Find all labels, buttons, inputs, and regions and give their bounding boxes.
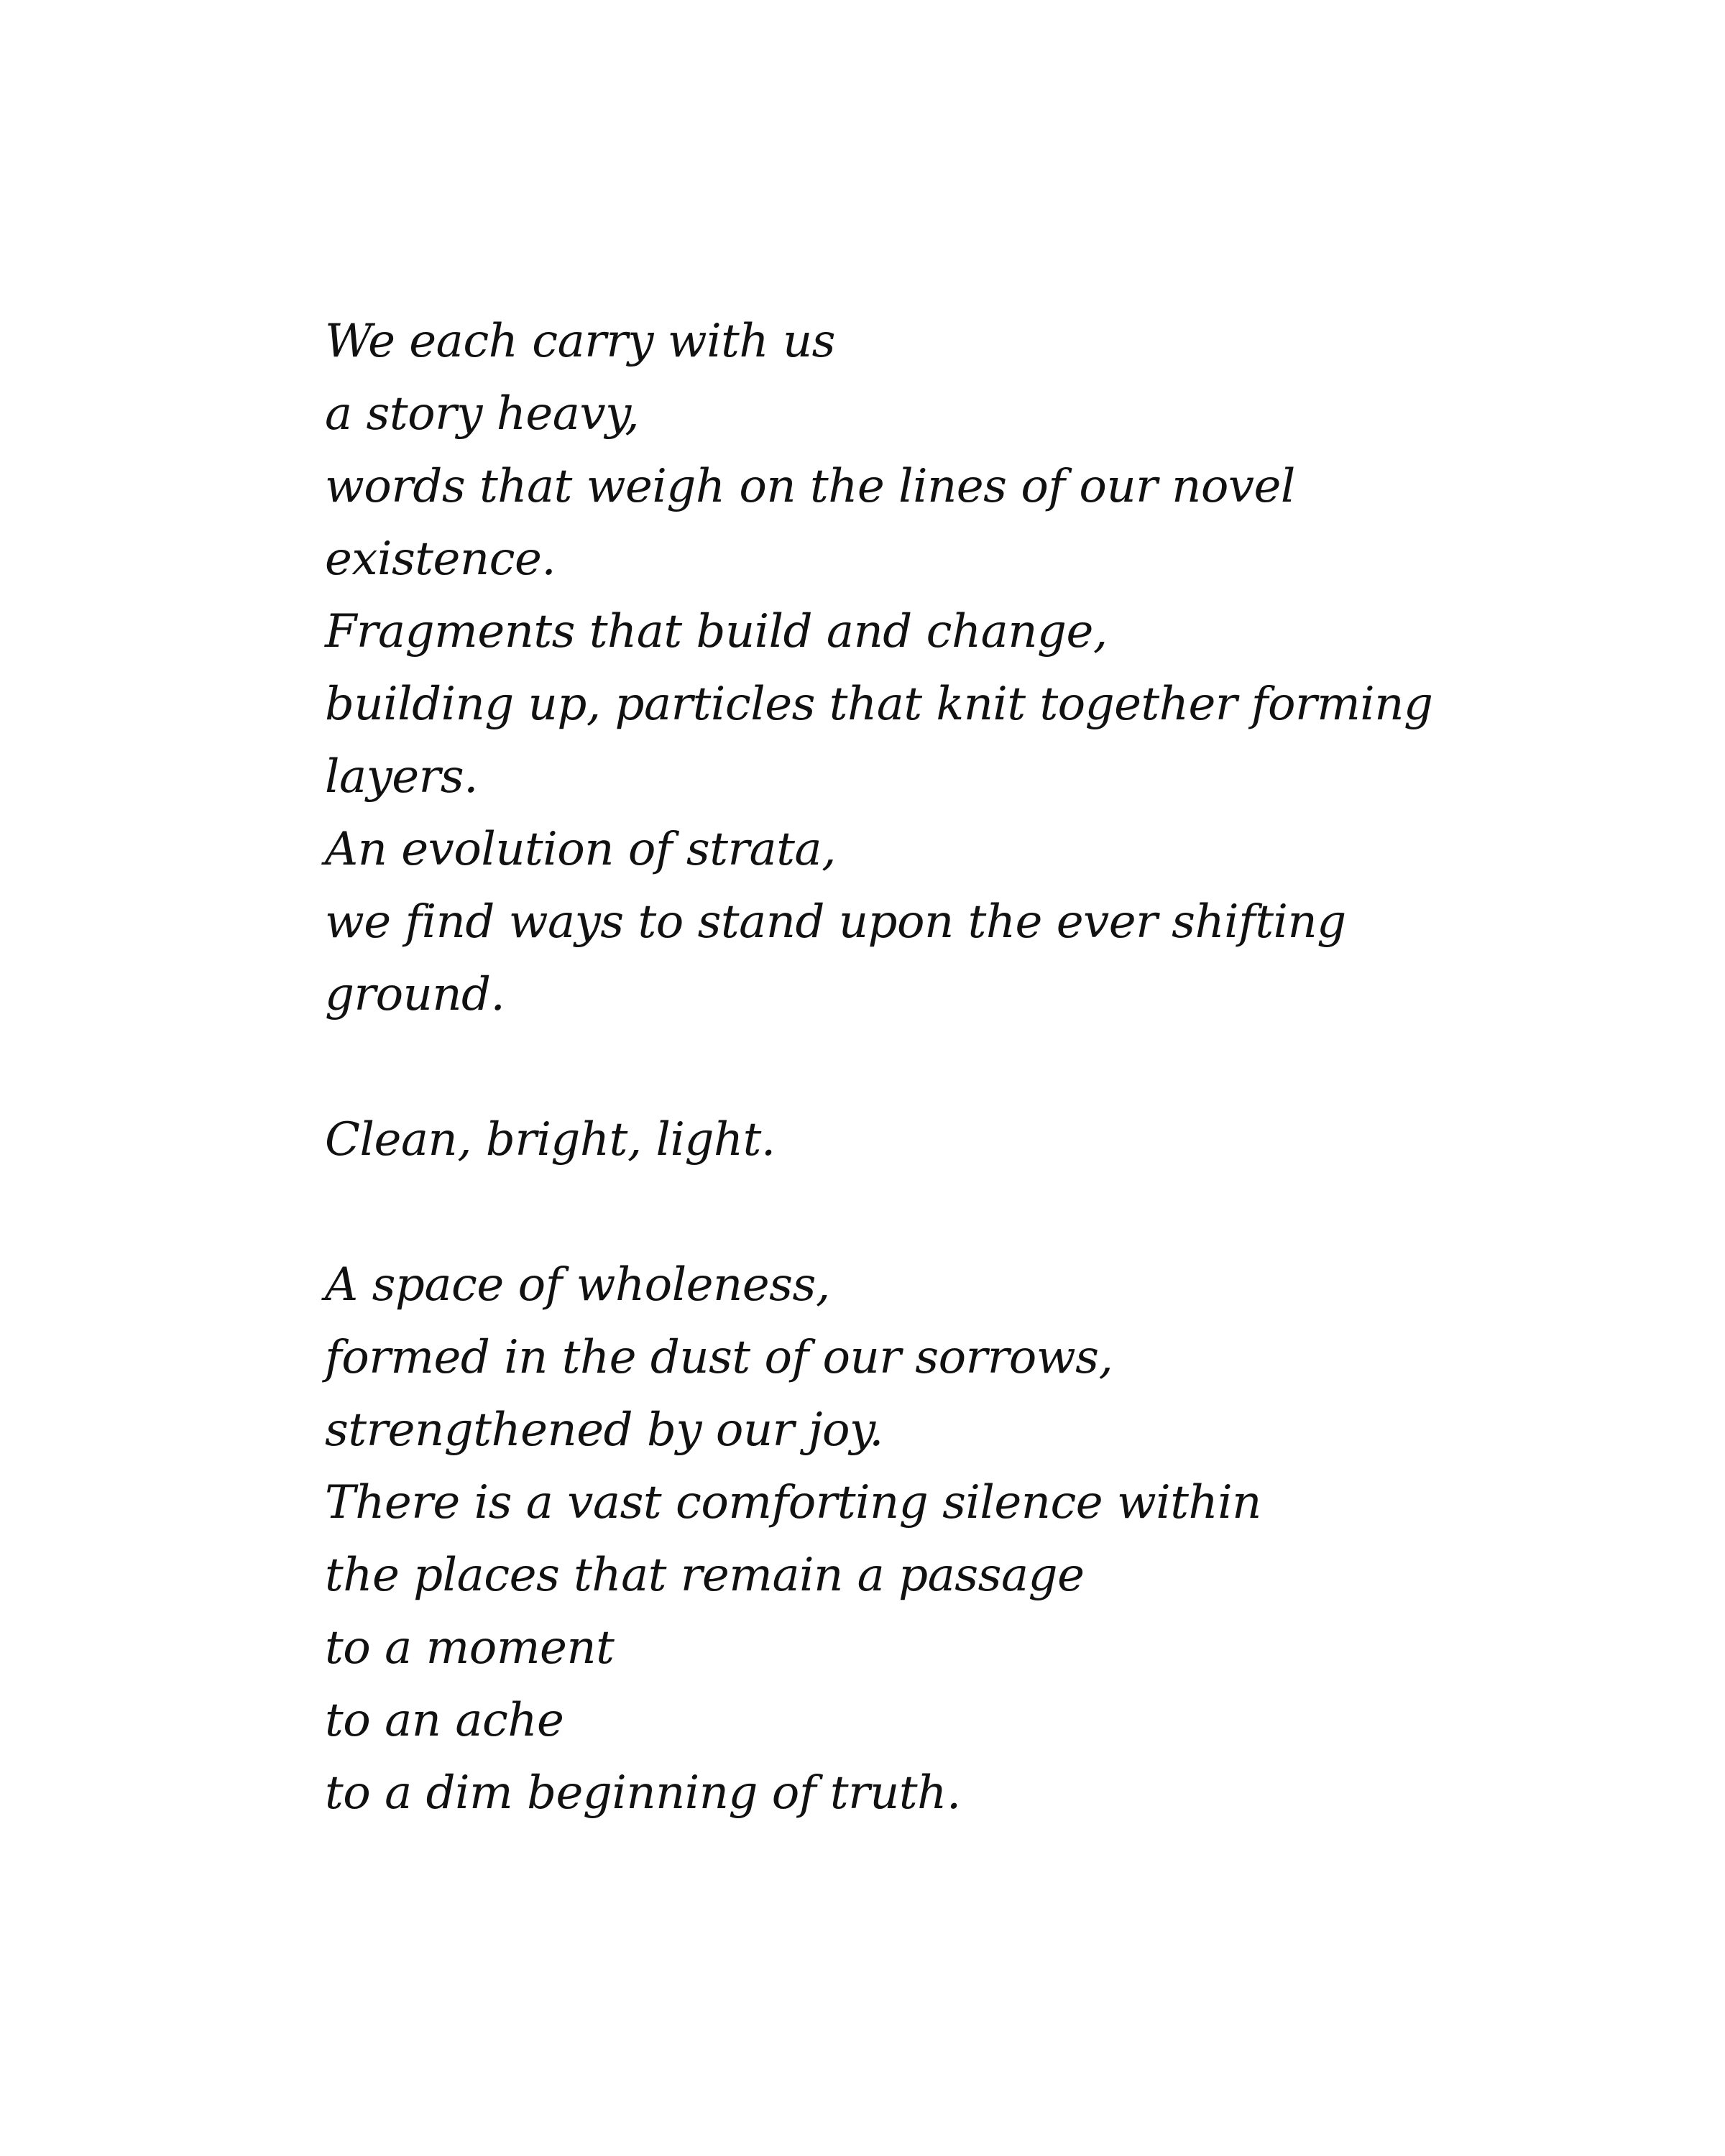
poem-line: Clean, bright, light. [325,1113,776,1166]
stanza-3 [325,1249,1561,1830]
poem-line: strengthened by our joy. [325,1404,883,1457]
poem-line: the places that remain a passage [325,1549,1085,1602]
poem-line: to an ache [325,1694,564,1747]
poem-line: formed in the dust of our sorrows, [325,1331,1113,1384]
stanza-2 [325,1104,1561,1176]
poem-line: An evolution of strata, [325,823,836,876]
poem-line: to a moment [325,1621,615,1674]
poem-line: We each carry with us [325,315,835,368]
poem-line: There is a vast comforting silence within [325,1476,1261,1529]
poem-line: words that weigh on the lines of our novel [325,460,1295,513]
poem-line: ground. [325,968,505,1021]
poem-line: layers. [325,750,478,803]
poem-line: existence. [325,533,556,586]
stanza-1 [325,305,1561,1031]
poem [325,305,1561,1830]
poem-line: a story heavy, [325,387,640,441]
poem-line: A space of wholeness, [325,1258,830,1312]
poem-line: building up, particles that knit together forming [325,678,1433,731]
poem-line: we find ways to stand upon the ever shifting [325,895,1346,949]
poem-line: Fragments that build and change, [325,605,1108,658]
poem-line: to a dim beginning of truth. [325,1766,961,1820]
